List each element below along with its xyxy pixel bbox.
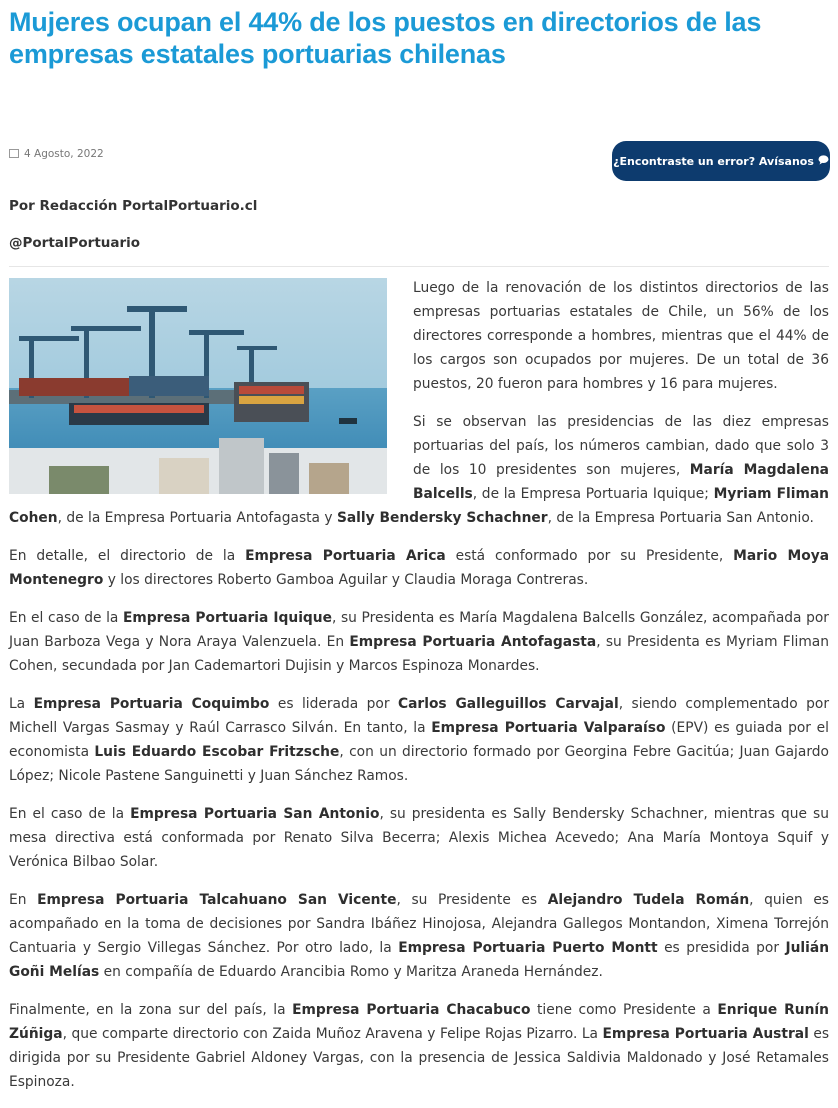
article-title: Mujeres ocupan el 44% de los puestos en directorios de las empresas estatales portuarias chilenas xyxy=(9,7,762,69)
text-run: , su Presidente es xyxy=(396,892,548,908)
text-run: Luego de la renovación de los distintos directorios de las empresas portuarias estatales de Chile, un 56% de los directores corresponde a hombres, mientras que el 44% de los cargos son ocupados por mujeres. De un total de 36 puestos, 20 fueron para hombres y 16 para mujeres. xyxy=(413,280,829,392)
text-run: , que comparte directorio con Zaida Muñoz Aravena y Felipe Rojas Pizarro. La xyxy=(62,1026,603,1042)
text-run: (EPV) es guiada por el economista xyxy=(9,720,829,760)
report-error-button[interactable] xyxy=(612,141,830,181)
text-run: , su Presidenta es Myriam Fliman Cohen, secundada por Jan Cademartori Dujisin y Marcos Espinoza Monardes. xyxy=(9,634,830,674)
speech-bubble-icon xyxy=(818,155,829,168)
text-run: En el caso de la xyxy=(9,610,123,626)
article-paragraph xyxy=(9,888,829,984)
bold-name: Enrique Runín Zúñiga xyxy=(9,1002,829,1042)
text-run: En el caso de la xyxy=(9,806,131,822)
bold-name: Empresa Portuaria Puerto Montt xyxy=(398,940,658,956)
text-run: es dirigida por su Presidente Gabriel Aldoney Vargas, con la presencia de Jessica Saldivia Maldonado y José Retamales Espinoza. xyxy=(9,1026,830,1090)
text-run: está conformado por su Presidente, xyxy=(445,548,734,564)
text-run: , de la Empresa Portuaria Antofagasta y xyxy=(57,510,337,526)
bold-name: Myriam Fliman Cohen xyxy=(9,486,830,526)
bold-name: Empresa Portuaria Austral xyxy=(602,1026,809,1042)
article-paragraph xyxy=(9,802,829,874)
calendar-icon xyxy=(9,149,19,158)
bold-name: Sally Bendersky Schachner xyxy=(336,510,548,526)
bold-name: Empresa Portuaria Antofagasta xyxy=(349,634,597,650)
bold-name: Empresa Portuaria Iquique xyxy=(123,610,332,626)
bold-name: Empresa Portuaria Coquimbo xyxy=(33,696,270,712)
article-paragraph xyxy=(9,606,829,678)
bold-name: Mario Moya Montenegro xyxy=(9,548,829,588)
text-run: es presidida por xyxy=(657,940,786,956)
text-run: La xyxy=(9,696,34,712)
text-run: En detalle, el directorio de la xyxy=(9,548,246,564)
divider xyxy=(9,266,829,267)
article-paragraph xyxy=(9,544,829,592)
bold-name: Luis Eduardo Escobar Fritzsche xyxy=(94,744,340,760)
article-paragraph xyxy=(9,692,829,788)
text-run: tiene como Presidente a xyxy=(530,1002,718,1018)
article-paragraph xyxy=(9,998,829,1094)
author-handle: @PortalPortuario xyxy=(9,235,141,251)
text-run: y los directores Roberto Gamboa Aguilar y Claudia Moraga Contreras. xyxy=(103,572,589,588)
text-run: , su presidenta es Sally Bendersky Schachner, mientras que su mesa directiva está conformada por Renato Silva Becerra; Alexis Michea Acevedo; Ana María Montoya Squif y Verónica Bilbao Solar. xyxy=(9,806,829,870)
publish-date-text: 4 Agosto, 2022 xyxy=(24,148,104,160)
author-byline: Por Redacción PortalPortuario.cl xyxy=(9,198,258,214)
report-error-label: ¿Encontraste un error? Avísanos xyxy=(613,154,814,168)
bold-name: Julián Goñi Melías xyxy=(9,940,830,980)
text-run: , siendo complementado por Michell Vargas Sasmay y Raúl Carrasco Silván. En tanto, la xyxy=(9,696,829,736)
port-photo xyxy=(9,278,387,494)
text-run: , con un directorio formado por Georgina Febre Gacitúa; Juan Gajardo López; Nicole Pastene Sanguinetti y Juan Sánchez Ramos. xyxy=(9,744,829,784)
text-run: , de la Empresa Portuaria San Antonio. xyxy=(547,510,814,526)
bold-name: Empresa Portuaria San Antonio xyxy=(130,806,380,822)
bold-name: María Magdalena Balcells xyxy=(413,462,829,502)
text-run: , su Presidenta es María Magdalena Balcells González, acompañada por Juan Barboza Vega y Nora Araya Valenzuela. En xyxy=(9,610,829,650)
bold-name: Empresa Portuaria Chacabuco xyxy=(292,1002,531,1018)
publish-date xyxy=(9,148,104,160)
text-run: en compañía de Eduardo Arancibia Romo y Maritza Araneda Hernández. xyxy=(99,964,603,980)
bold-name: Carlos Galleguillos Carvajal xyxy=(397,696,619,712)
text-run: Si se observan las presidencias de las diez empresas portuarias del país, los números cambian, dado que solo 3 de los 10 presidentes son mujeres, xyxy=(413,414,829,478)
bold-name: Empresa Portuaria Arica xyxy=(245,548,446,564)
bold-name: Empresa Portuaria Valparaíso xyxy=(431,720,666,736)
text-run: Finalmente, en la zona sur del país, la xyxy=(9,1002,293,1018)
bold-name: Alejandro Tudela Román xyxy=(547,892,750,908)
text-run: , quien es acompañado en la toma de decisiones por Sandra Ibáñez Hinojosa, Alejandra Gallegos Montandon, Ximena Torrejón Cantuaria y Sergio Villegas Sánchez. Por otro lado, la xyxy=(9,892,829,956)
text-run: es liderada por xyxy=(269,696,398,712)
text-run: En xyxy=(9,892,38,908)
bold-name: Empresa Portuaria Talcahuano San Vicente xyxy=(37,892,397,908)
text-run: , de la Empresa Portuaria Iquique; xyxy=(472,486,714,502)
article-body xyxy=(9,276,829,1108)
